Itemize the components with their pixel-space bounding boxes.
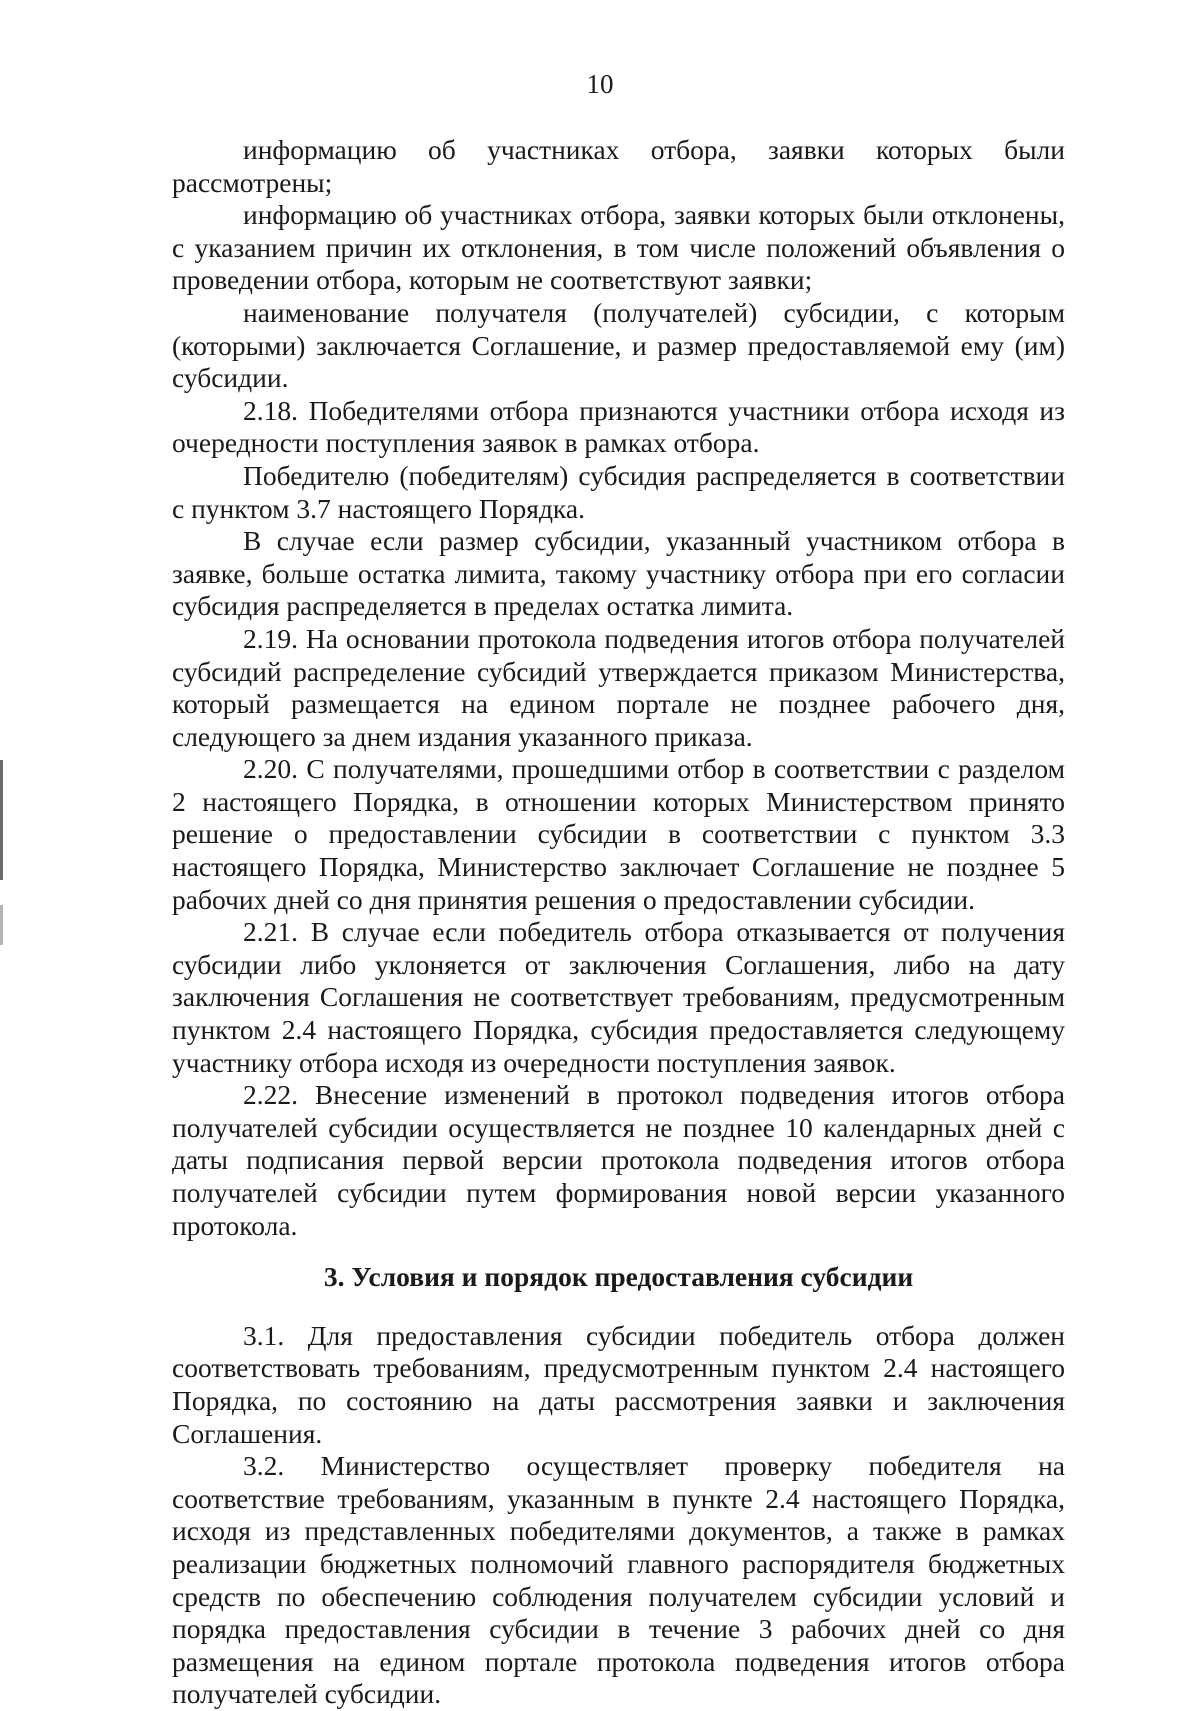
paragraph-2-20: 2.20. С получателями, прошедшими отбор в соответствии с разделом 2 настоящего Порядка, в отношении которых Министерством принято решение о предоставлении субсидии в соответствии с пунктом 3.3 настоящего Порядка, Министерство заключает Соглашение не позднее 5 рабочих дней со дня принятия решения о предоставлении субсидии. bbox=[172, 753, 1065, 915]
paragraph-3-1: 3.1. Для предоставления субсидии победитель отбора должен соответствовать требованиям, предусмотренным пунктом 2.4 настоящего Порядка, по состоянию на даты рассмотрения заявки и заключения Соглашения. bbox=[172, 1319, 1065, 1449]
paragraph-3-2: 3.2. Министерство осуществляет проверку победителя на соответствие требованиям, указанным в пункте 2.4 настоящего Порядка, исходя из представленных победителями документов, а также в рамках реализации бюджетных полномочий главного распорядителя бюджетных средств по обеспечению соблюдения получателем субсидии условий и порядка предоставления субсидии в течение 3 рабочих дней со дня размещения на едином портале протокола подведения итогов отбора получателей субсидии. bbox=[172, 1450, 1065, 1710]
page-number: 10 bbox=[586, 69, 614, 99]
paragraph: В случае если размер субсидии, указанный участником отбора в заявке, больше остатка лимита, такому участнику отбора при его согласии субсидия распределяется в пределах остатка лимита. bbox=[172, 525, 1065, 622]
scan-edge-mark bbox=[0, 760, 3, 880]
document-body bbox=[172, 134, 1065, 1711]
paragraph-2-19: 2.19. На основании протокола подведения итогов отбора получателей субсидий распределение субсидий утверждается приказом Министерства, который размещается на едином портале не позднее рабочего дня, следующего за днем издания указанного приказа. bbox=[172, 622, 1065, 752]
paragraph: наименование получателя (получателей) субсидии, с которым (которыми) заключается Соглашение, и размер предоставляемой ему (им) субсидии. bbox=[172, 296, 1065, 394]
paragraph: информацию об участниках отбора, заявки которых были рассмотрены; bbox=[172, 134, 1065, 198]
paragraph: информацию об участниках отбора, заявки которых были отклонены, с указанием причин их отклонения, в том числе положений объявления о проведении отбора, которым не соответствуют заявки; bbox=[172, 199, 1065, 296]
paragraph-2-22: 2.22. Внесение изменений в протокол подведения итогов отбора получателей субсидии осуществляется не позднее 10 календарных дней с даты подписания первой версии протокола подведения итогов отбора получателей субсидии путем формирования новой версии указанного протокола. bbox=[172, 1079, 1065, 1241]
section-3-heading: 3. Условия и порядок предоставления субсидии bbox=[323, 1261, 914, 1293]
paragraph-2-18: 2.18. Победителями отбора признаются участники отбора исходя из очередности поступления заявок в рамках отбора. bbox=[172, 394, 1065, 459]
scan-edge-mark bbox=[0, 905, 3, 945]
paragraph: Победителю (победителям) субсидия распределяется в соответствии с пунктом 3.7 настоящего Порядка. bbox=[172, 459, 1065, 524]
paragraph-2-21: 2.21. В случае если победитель отбора отказывается от получения субсидии либо уклоняется от заключения Соглашения, либо на дату заключения Соглашения не соответствует требованиям, предусмотренным пунктом 2.4 настоящего Порядка, субсидия предоставляется следующему участнику отбора исходя из очередности поступления заявок. bbox=[172, 916, 1065, 1078]
